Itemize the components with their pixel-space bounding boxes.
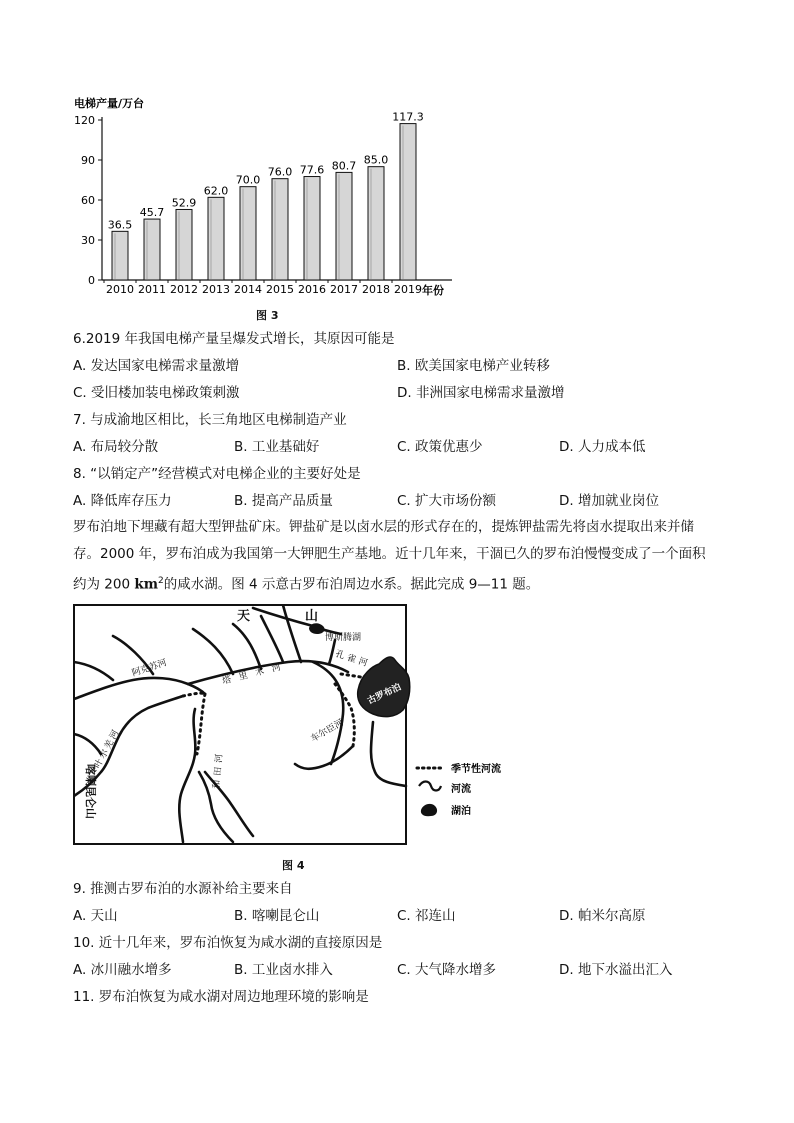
x-tick-label: 2013 [202,283,230,296]
bar-value-label: 62.0 [203,184,229,198]
figure3-bar-chart [70,95,460,300]
q7-option-b: B. 工业基础好 [234,439,320,455]
x-tick-label: 2011 [138,283,166,296]
bar-value-label: 52.9 [171,196,197,210]
bar-value-label: 70.0 [235,173,261,187]
passage-line-1: 罗布泊地下埋藏有超大型钾盐矿床。钾盐矿是以卤水层的形式存在的，提炼钾盐需先将卤水提取出来并储 [73,519,694,535]
q7-option-c: C. 政策优惠少 [397,439,483,455]
label-hotan: 和田河 [212,749,226,790]
bar [400,124,416,280]
bar [240,187,256,280]
map-legend [417,762,501,817]
figure3-caption: 图 3 [256,309,279,322]
x-tick-label: 2015 [266,283,294,296]
bar [336,172,352,280]
y-tick-label: 0 [88,274,95,287]
q10-option-b: B. 工业卤水排入 [234,962,333,978]
q8-option-c: C. 扩大市场份额 [397,493,497,509]
label-tianshan: 天 [237,609,251,624]
x-tick-label: 2019 [394,283,422,296]
q8-stem: 8. “以销定产”经营模式对电梯企业的主要好处是 [73,466,361,482]
label-yarkand: 叶尔羌河 [92,726,123,771]
bar [304,177,320,280]
bar [368,167,384,280]
bar-value-label: 85.0 [363,153,389,167]
label-akesu: 阿克苏河 [130,658,169,679]
q7-option-d: D. 人力成本低 [559,439,646,455]
y-tick-label: 120 [74,114,95,127]
bar-value-label: 76.0 [267,165,293,179]
q11-stem: 11. 罗布泊恢复为咸水湖对周边地理环境的影响是 [73,989,369,1005]
y-axis-label: 电梯产量/万台 [74,97,145,110]
q10-option-c: C. 大气降水增多 [397,962,497,978]
passage [73,514,733,599]
passage-line-2: 存。2000 年，罗布泊成为我国第一大钾肥生产基地。近十几年来，干涸已久的罗布泊慢慢变成了一个面积 [73,546,706,562]
label-tarim: 塔里木河 [221,660,290,687]
bar [272,179,288,280]
x-tick-label: 2014 [234,283,262,296]
bar-value-label: 77.6 [299,163,325,177]
x-axis-label: 年份 [422,284,444,297]
label-cheerchen: 车尔臣河 [309,717,346,745]
q9-option-d: D. 帕米尔高原 [559,908,646,924]
q8-option-a: A. 降低库存压力 [73,493,172,509]
q6-option-d: D. 非洲国家电梯需求量激增 [397,385,565,401]
q6-option-a: A. 发达国家电梯需求量激增 [73,358,240,374]
passage-line-3: 约为 200 $km^2$的咸水湖。图 4 示意古罗布泊周边水系。据此完成 9—11 题。 [73,576,540,593]
bar [208,197,224,280]
q7-stem: 7. 与成渝地区相比，长三角地区电梯制造产业 [73,412,347,428]
label-luobu: 古罗布泊 [366,682,403,707]
bar [112,231,128,280]
x-tick-label: 2017 [330,283,358,296]
x-tick-label: 2018 [362,283,390,296]
q6-option-b: B. 欧美国家电梯产业转移 [397,358,550,374]
y-tick-label: 90 [81,154,95,167]
y-tick-label: 30 [81,234,95,247]
q7-option-a: A. 布局较分散 [73,439,159,455]
y-tick-label: 60 [81,194,95,207]
bar-value-label: 36.5 [107,218,133,232]
q9-stem: 9. 推测古罗布泊的水源补给主要来自 [73,881,293,897]
legend-seasonal-label: 季节性河流 [451,764,501,775]
bar-value-label: 80.7 [331,159,357,173]
label-kunlun: 喀喇昆仑山 [84,764,97,819]
q6-option-c: C. 受旧楼加装电梯政策刺激 [73,385,240,401]
legend-lake-label: 湖泊 [451,806,471,817]
label-bosten: 博斯腾湖 [325,633,362,643]
q6-stem: 6.2019 年我国电梯产量呈爆发式增长，其原因可能是 [73,331,395,347]
q9-option-b: B. 喀喇昆仑山 [234,908,320,924]
figure4-map [73,604,523,849]
q10-stem: 10. 近十几年来，罗布泊恢复为咸水湖的直接原因是 [73,935,383,951]
q10-option-a: A. 冰川融水增多 [73,962,172,978]
figure4-caption: 图 4 [282,859,305,872]
legend-river-label: 河流 [451,784,471,795]
legend-lake-symbol [421,804,437,816]
x-tick-label: 2016 [298,283,326,296]
bar-value-label: 117.3 [392,110,424,124]
label-kongque: 孔雀河 [334,649,372,670]
q8-option-d: D. 增加就业岗位 [559,493,659,509]
x-tick-label: 2012 [170,283,198,296]
legend-river-symbol [419,782,441,791]
bar [144,219,160,280]
label-shan: 山 [305,609,319,624]
x-tick-label: 2010 [106,283,134,296]
bar-value-label: 45.7 [139,206,165,220]
q8-option-b: B. 提高产品质量 [234,493,333,509]
q10-option-d: D. 地下水溢出汇入 [559,962,673,978]
q9-option-c: C. 祁连山 [397,908,456,924]
q9-option-a: A. 天山 [73,908,118,924]
bar [176,209,192,280]
